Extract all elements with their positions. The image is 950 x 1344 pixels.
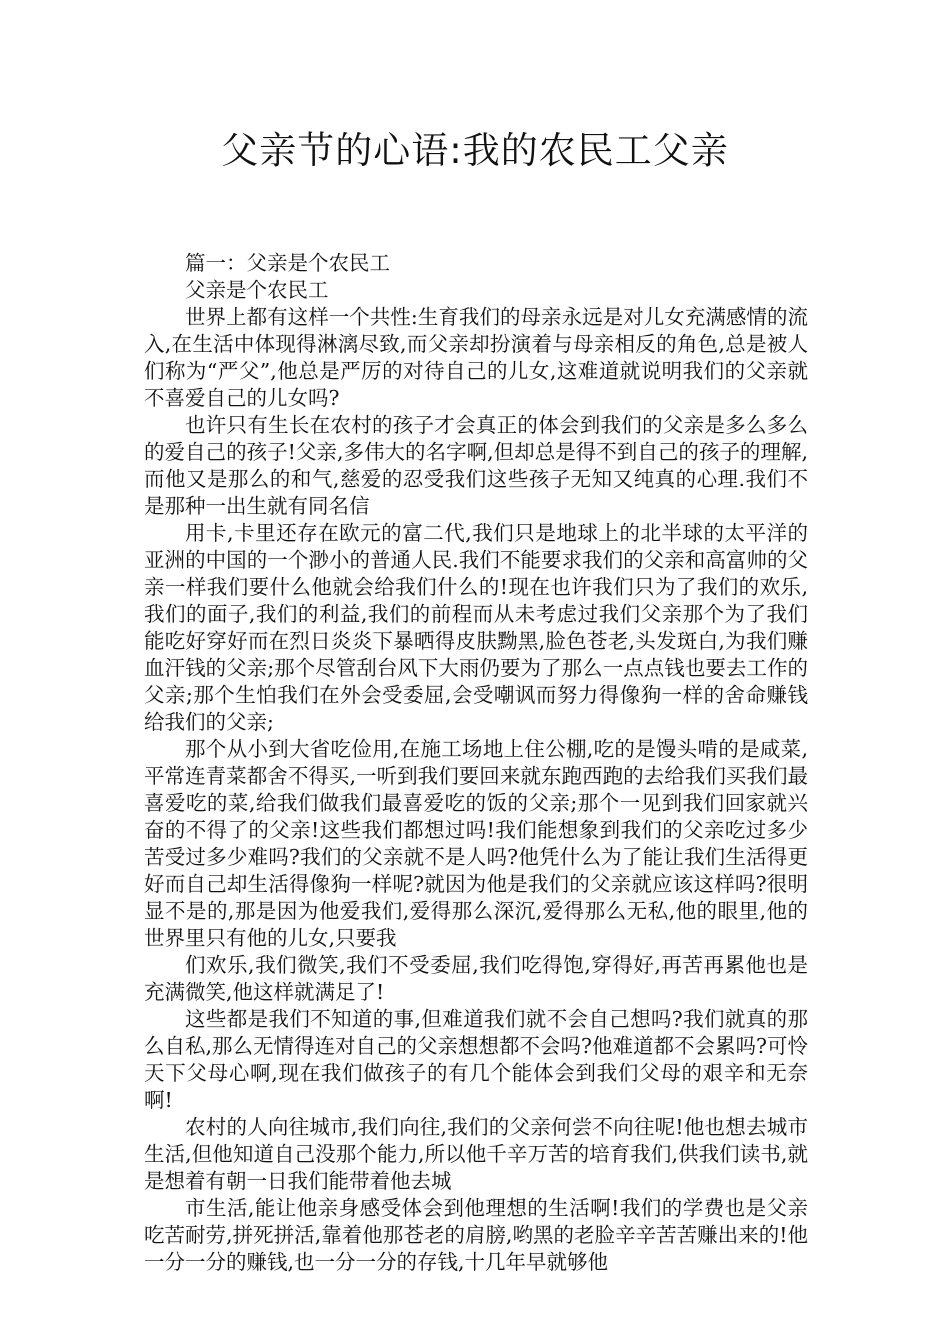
paragraph: 们欢乐,我们微笑,我们不受委屈,我们吃得饱,穿得好,再苦再累他也是充满微笑,他这样就满足了! <box>144 953 808 1004</box>
paragraph: 世界上都有这样一个共性:生育我们的母亲永远是对儿女充满感情的流入,在生活中体现得淋漓尽致,而父亲却扮演着与母亲相反的角色,总是被人们称为“严父”,他总是严厉的对待自己的儿女,这难道就说明我们的父亲就不喜爱自己的儿女吗? <box>144 305 808 410</box>
paragraph: 市生活,能让他亲身感受体会到他理想的生活啊!我们的学费也是父亲吃苦耐劳,拼死拼活,靠着他那苍老的肩膀,哟黑的老脸辛辛苦苦赚出来的!他一分一分的赚钱,也一分一分的存钱,十几年早就够他 <box>144 1196 808 1274</box>
document-body <box>144 250 808 1276</box>
paragraph: 用卡,卡里还存在欧元的富二代,我们只是地球上的北半球的太平洋的亚洲的中国的一个渺小的普通人民.我们不能要求我们的父亲和高富帅的父亲一样我们要什么他就会给我们什么的!现在也许我们只为了我们的欢乐,我们的面子,我们的利益,我们的前程而从未考虑过我们父亲那个为了我们能吃好穿好而在烈日炎炎下暴晒得皮肤黝黑,脸色苍老,头发斑白,为我们赚血汗钱的父亲;那个尽管刮台风下大雨仍要为了那么一点点钱也要去工作的父亲;那个生怕我们在外会受委屈,会受嘲讽而努力得像狗一样的舍命赚钱给我们的父亲; <box>144 521 808 734</box>
paragraph: 那个从小到大省吃俭用,在施工场地上住公棚,吃的是馒头啃的是咸菜,平常连青菜都舍不得买,一听到我们要回来就东跑西跑的去给我们买我们最喜爱吃的菜,给我们做我们最喜爱吃的饭的父亲;那个一见到我们回家就兴奋的不得了的父亲!这些我们都想过吗!我们能想象到我们的父亲吃过多少苦受过多少难吗?我们的父亲就不是人吗?他凭什么为了能让我们生活得更好而自己却生活得像狗一样呢?就因为他是我们的父亲就应该这样吗?很明显不是的,那是因为他爱我们,爱得那么深沉,爱得那么无私,他的眼里,他的世界里只有他的儿女,只要我 <box>144 737 808 950</box>
paragraph: 这些都是我们不知道的事,但难道我们就不会自己想吗?我们就真的那么自私,那么无情得连对自己的父亲想想都不会吗?他难道都不会累吗?可怜天下父母心啊,现在我们做孩子的有几个能体会到我们父母的艰辛和无奈啊! <box>144 1007 808 1112</box>
paragraph: 父亲是个农民工 <box>185 278 329 302</box>
paragraph: 农村的人向往城市,我们向往,我们的父亲何尝不向往呢!他也想去城市生活,但他知道自己没那个能力,所以他千辛万苦的培育我们,供我们读书,就是想着有朝一日我们能带着他去城 <box>144 1115 808 1193</box>
document-title: 父亲节的心语:我的农民工父亲 <box>221 129 729 172</box>
paragraph: 篇一：父亲是个农民工 <box>185 251 390 275</box>
paragraph: 也许只有生长在农村的孩子才会真正的体会到我们的父亲是多么多么的爱自己的孩子!父亲,多伟大的名字啊,但却总是得不到自己的孩子的理解,而他又是那么的和气,慈爱的忍受我们这些孩子无知又纯真的心理.我们不是那种一出生就有同名信 <box>144 413 808 518</box>
